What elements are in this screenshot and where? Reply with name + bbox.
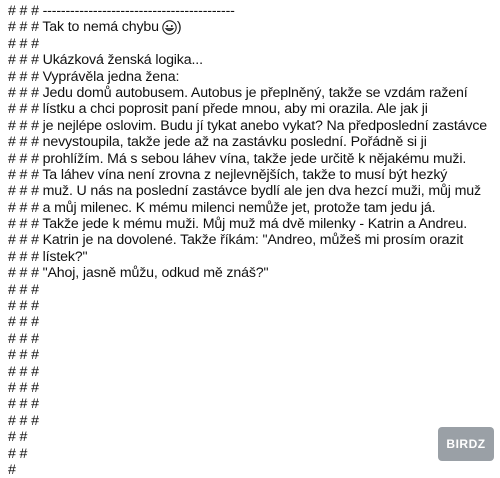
text-line: # # # Katrin je na dovolené. Takže říkám: "Andreo, můžeš mi prosím orazit <box>8 232 464 249</box>
text-line: # # # lístku a chci poprosit paní přede mnou, aby mi orazila. Ale jak ji <box>8 101 428 118</box>
text-line: # # # Tak to nemá chybu ) <box>8 19 182 36</box>
text-line: # # # <box>8 412 39 429</box>
text-line: # # # Jedu domů autobusem. Autobus je přeplněný, takže se vzdám ražení <box>8 84 468 101</box>
text-line: # # # Ta láhev vína není zrovna z nejlevnějších, takže to musí být hezký <box>8 166 448 183</box>
text-line: # <box>8 461 16 478</box>
text-line: # # # ------------------------------------------ <box>8 3 235 19</box>
watermark-label: BIRDZ <box>446 437 486 451</box>
text-line: # # <box>8 445 28 462</box>
text-line: # # # <box>8 298 39 315</box>
text-line: # # # prohlížím. Má s sebou láhev vína, takže jede určitě k nějakému muži. <box>8 150 467 167</box>
text-line: # # # <box>8 35 39 52</box>
text-line: # # # <box>8 396 39 413</box>
text-line: # # # <box>8 314 39 331</box>
text-line: # # # Takže jede k mému muži. Můj muž má dvě milenky - Katrin a Andreu. <box>8 216 468 233</box>
smiley-emoticon-icon <box>162 20 177 35</box>
text-line: # # # je nejlépe oslovim. Budu jí tykat anebo vykat? Na předposlední zastávce <box>8 117 487 134</box>
text-line: # # # Vyprávěla jedna žena: <box>8 68 180 85</box>
text-line: # # # muž. U nás na poslední zastávce bydlí ale jen dva hezcí muži, můj muž <box>8 183 481 200</box>
text-line: # # # Ukázková ženská logika... <box>8 52 203 69</box>
text-line: # # # <box>8 363 39 380</box>
text-line: # # # <box>8 379 39 396</box>
text-line: # # <box>8 429 28 446</box>
text-line: # # # a můj milenec. K mému milenci nemůže jet, protože tam jedu já. <box>8 199 436 216</box>
text-line: # # # <box>8 347 39 364</box>
text-line: # # # <box>8 330 39 347</box>
text-line: # # # lístek?" <box>8 248 88 265</box>
text-line: # # # "Ahoj, jasně můžu, odkud mě znáš?" <box>8 265 269 282</box>
text-line: # # # nevystoupila, takže jede až na zastávku poslední. Pořádně si ji <box>8 134 427 151</box>
document-body <box>8 3 494 478</box>
text-line: # # # <box>8 281 39 298</box>
birdz-watermark-logo <box>438 427 494 461</box>
